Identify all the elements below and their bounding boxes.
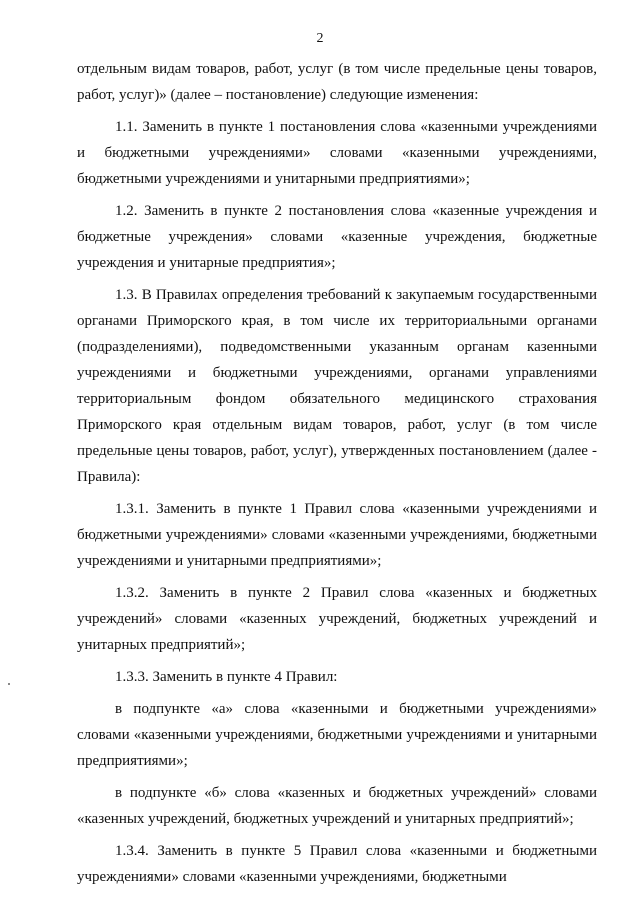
paragraph-intro: отдельным видам товаров, работ, услуг (в том числе предельные цены товаров, работ, услуг)» (далее – постановление) следующие изменения: — [77, 61, 597, 103]
paragraph-1-1: 1.1. Заменить в пункте 1 постановления слова «казенными учреждениями и бюджетными учреждениями» словами «казенными учреждениями, бюджетными учреждениями и унитарными предприятиями»; — [77, 119, 597, 187]
scan-mark — [8, 683, 10, 685]
document-body — [77, 56, 597, 896]
paragraph-1-3-3: 1.3.3. Заменить в пункте 4 Правил: — [115, 669, 338, 685]
page-number: 2 — [316, 31, 324, 46]
paragraph-1-3: 1.3. В Правилах определения требований к закупаемым государственными органами Приморского края, в том числе их территориальными органами (подразделениями), подведомственными указанным органам казенными учреждениями и бюджетными учреждениями, органами управлениями территориальным фондом обязательного медицинского страхования Приморского края отдельным видам товаров, работ, услуг (в том числе предельные цены товаров, работ, услуг), утвержденных постановлением (далее - Правила): — [77, 287, 597, 485]
paragraph-subpoint-b: в подпункте «б» слова «казенных и бюджетных учреждений» словами «казенных учреждений, бюджетных учреждений и унитарных предприятий»; — [77, 785, 597, 827]
paragraph-subpoint-a: в подпункте «а» слова «казенными и бюджетными учреждениями» словами «казенными учреждениями, бюджетными учреждениями и унитарными предприятиями»; — [77, 701, 597, 769]
paragraph-1-2: 1.2. Заменить в пункте 2 постановления слова «казенные учреждения и бюджетные учреждения» словами «казенные учреждения, бюджетные учреждения и унитарные предприятия»; — [77, 203, 597, 271]
paragraph-1-3-4: 1.3.4. Заменить в пункте 5 Правил слова «казенными и бюджетными учреждениями» словами «казенными учреждениями, бюджетными — [77, 843, 597, 885]
paragraph-1-3-1: 1.3.1. Заменить в пункте 1 Правил слова «казенными учреждениями и бюджетными учреждениями» словами «казенными учреждениями, бюджетными учреждениями и унитарными предприятиями»; — [77, 501, 597, 569]
paragraph-1-3-2: 1.3.2. Заменить в пункте 2 Правил слова «казенных и бюджетных учреждений» словами «казенных учреждений, бюджетных учреждений и унитарных предприятий»; — [77, 585, 597, 653]
